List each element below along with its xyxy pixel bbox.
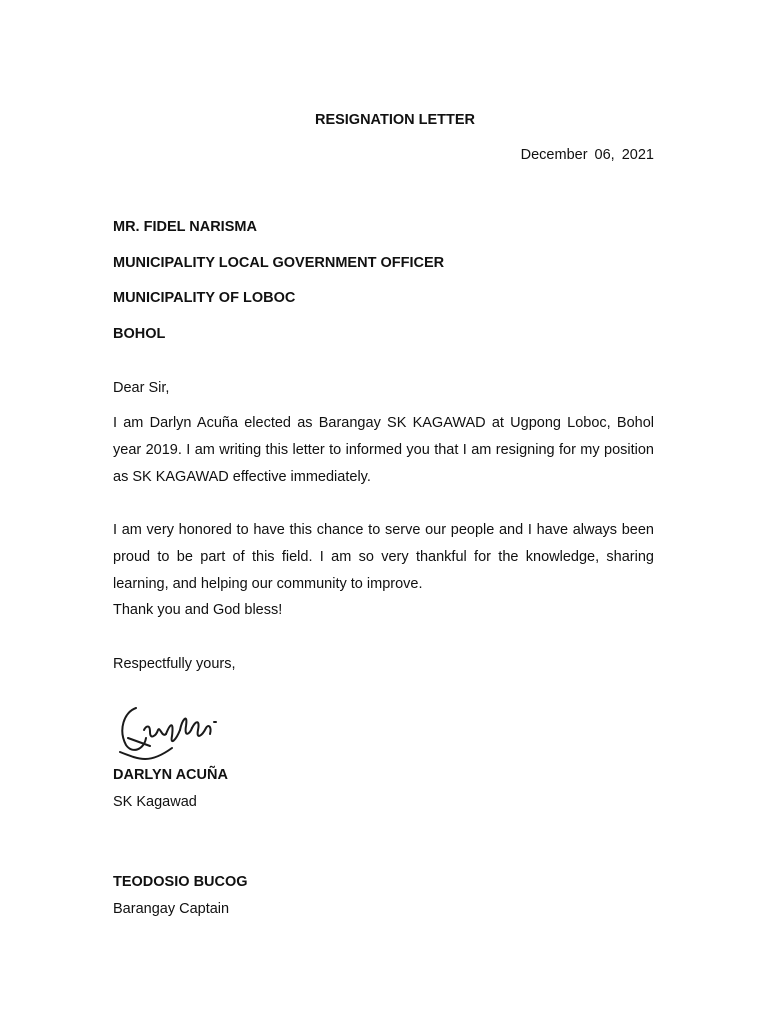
signature-image [110, 690, 230, 770]
paragraph-2-text: I am very honored to have this chance to serve our people and I have always been proud to be part of this field. I am so very thankful for the knowledge, sharing learning, and helping our community to improve. [113, 522, 654, 592]
salutation: Dear Sir, [113, 380, 170, 396]
body-paragraph-1 [113, 410, 654, 490]
body-paragraph-2 [113, 517, 654, 624]
sender-name: DARLYN ACUÑA [113, 767, 228, 783]
letter-title: RESIGNATION LETTER [314, 112, 476, 128]
sender-position: SK Kagawad [113, 794, 197, 810]
noted-position: Barangay Captain [113, 901, 230, 917]
letter-date: December 06, 2021 [520, 147, 654, 163]
noted-name: TEODOSIO BUCOG [113, 874, 248, 890]
recipient-office: MUNICIPALITY OF LOBOC [113, 290, 296, 306]
closing: Respectfully yours, [113, 656, 236, 672]
paragraph-1-text: I am Darlyn Acuña elected as Barangay SK KAGAWAD at Ugpong Loboc, Bohol year 2019. I am writing this letter to informed you that I am resigning for my position as SK KAGAWAD effective immediately. [113, 415, 654, 485]
recipient-position: MUNICIPALITY LOCAL GOVERNMENT OFFICER [113, 255, 445, 271]
recipient-province: BOHOL [113, 326, 166, 342]
thanks-line: Thank you and God bless! [113, 602, 283, 619]
recipient-name: MR. FIDEL NARISMA [113, 219, 257, 235]
